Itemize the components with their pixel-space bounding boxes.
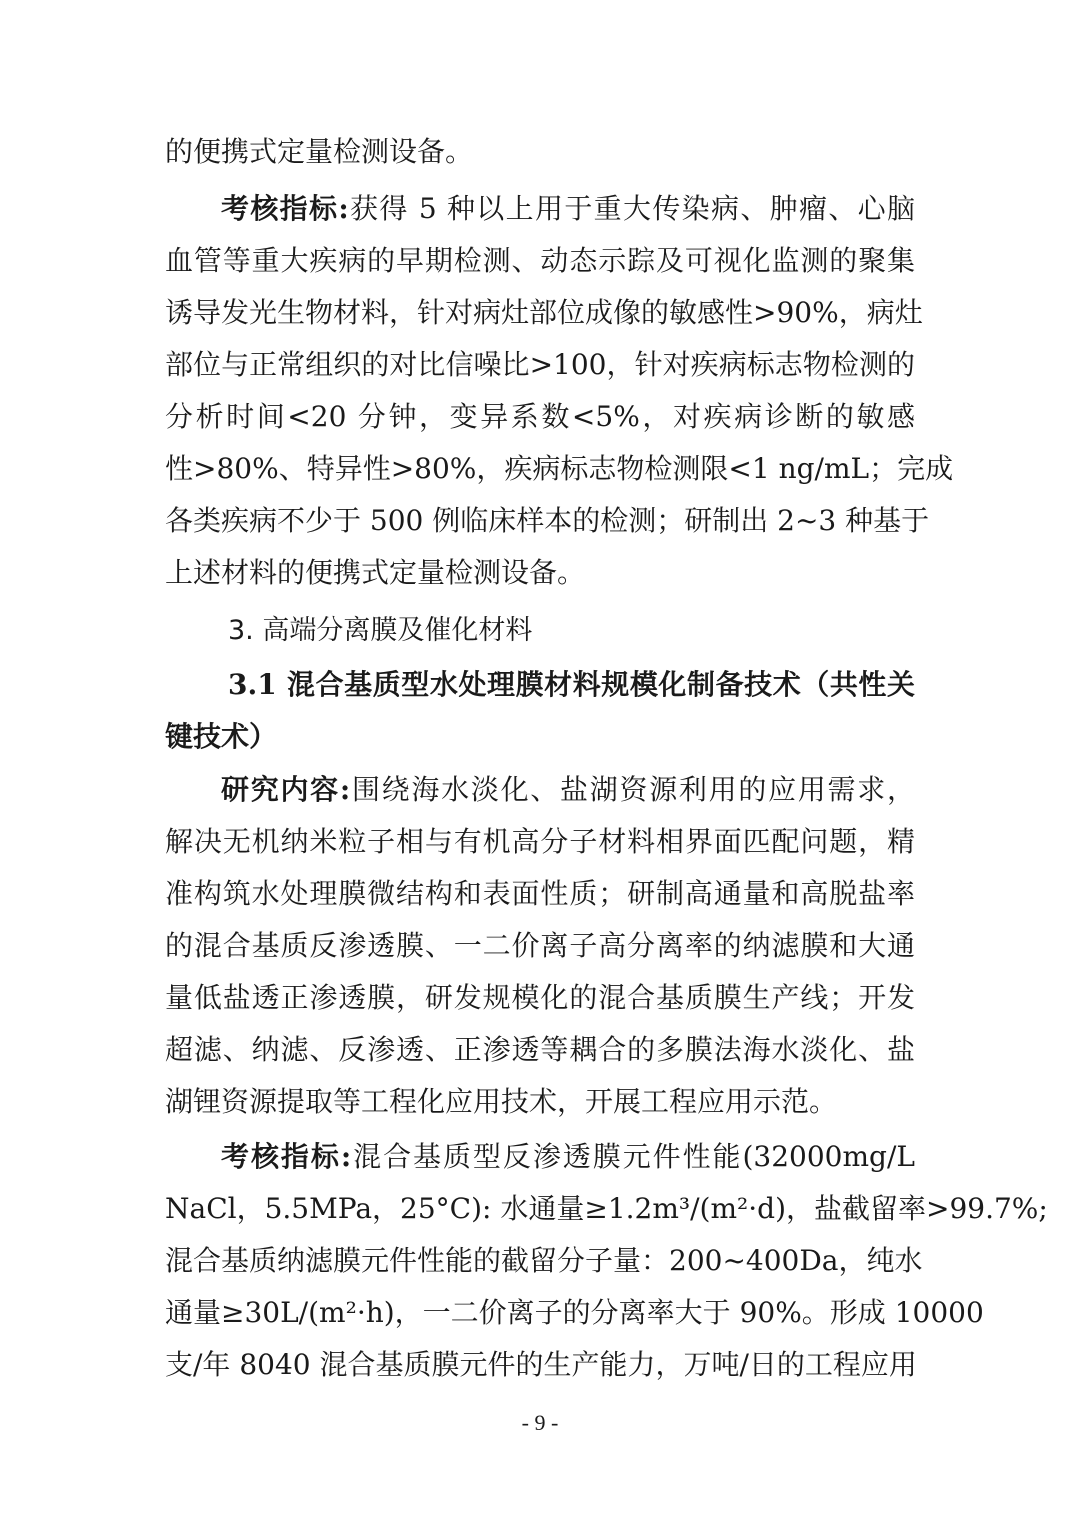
text-line: 准构筑水处理膜微结构和表面性质；研制高通量和高脱盐率 <box>165 877 915 910</box>
text-line: 部位与正常组织的对比信噪比>100，针对疾病标志物检测的 <box>165 348 915 381</box>
text-line: 支/年 8040 混合基质膜元件的生产能力，万吨/日的工程应用 <box>165 1348 917 1381</box>
text-line: 分析时间<20 分钟，变异系数<5%，对疾病诊断的敏感 <box>165 400 915 433</box>
text-segment: 获得 5 种以上用于重大传染病、肿瘤、心脑 <box>348 192 915 225</box>
text-line: 上述材料的便携式定量检测设备。 <box>165 556 586 589</box>
research-paragraph-first-line <box>221 772 915 808</box>
text-segment: 围绕海水淡化、盐湖资源利用的应用需求， <box>350 773 915 806</box>
assessment-label: 考核指标: <box>221 1140 352 1173</box>
assessment-label: 考核指标: <box>221 192 349 225</box>
assessment-paragraph-2-first-line <box>221 1139 915 1175</box>
page-number: - 9 - <box>521 1410 559 1435</box>
research-label: 研究内容: <box>221 773 351 806</box>
text-line: 混合基质纳滤膜元件性能的截留分子量：200~400Da，纯水 <box>165 1244 923 1277</box>
text-line: 量低盐透正渗透膜，研发规模化的混合基质膜生产线；开发 <box>165 981 915 1014</box>
text-line: 解决无机纳米粒子相与有机高分子材料相界面匹配问题，精 <box>165 825 915 858</box>
text-line: 的混合基质反渗透膜、一二价离子高分离率的纳滤膜和大通 <box>165 929 915 962</box>
text-line: 性>80%、特异性>80%，疾病标志物检测限<1 ng/mL；完成 <box>165 452 954 485</box>
section-heading: 3. 高端分离膜及催化材料 <box>228 615 533 646</box>
text-line: NaCl，5.5MPa，25°C): 水通量≥1.2m³/(m²·d)，盐截留率>99.7%; <box>165 1192 1048 1225</box>
text-line: 通量≥30L/(m²·h)，一二价离子的分离率大于 90%。形成 10000 <box>165 1296 984 1329</box>
subsection-heading-line-2: 键技术） <box>165 720 278 753</box>
subsection-heading-line-1: 3.1 混合基质型水处理膜材料规模化制备技术（共性关 <box>228 668 915 701</box>
text-line: 各类疾病不少于 500 例临床样本的检测；研制出 2~3 种基于 <box>165 504 930 537</box>
text-line: 的便携式定量检测设备。 <box>165 135 474 168</box>
text-segment: 混合基质型反渗透膜元件性能(32000mg/L <box>351 1140 915 1173</box>
text-line: 诱导发光生物材料，针对病灶部位成像的敏感性>90%，病灶 <box>165 296 923 329</box>
text-line: 湖锂资源提取等工程化应用技术，开展工程应用示范。 <box>165 1085 838 1118</box>
assessment-paragraph-1-first-line <box>221 191 915 227</box>
text-line: 血管等重大疾病的早期检测、动态示踪及可视化监测的聚集 <box>165 244 915 277</box>
text-line: 超滤、纳滤、反渗透、正渗透等耦合的多膜法海水淡化、盐 <box>165 1033 915 1066</box>
